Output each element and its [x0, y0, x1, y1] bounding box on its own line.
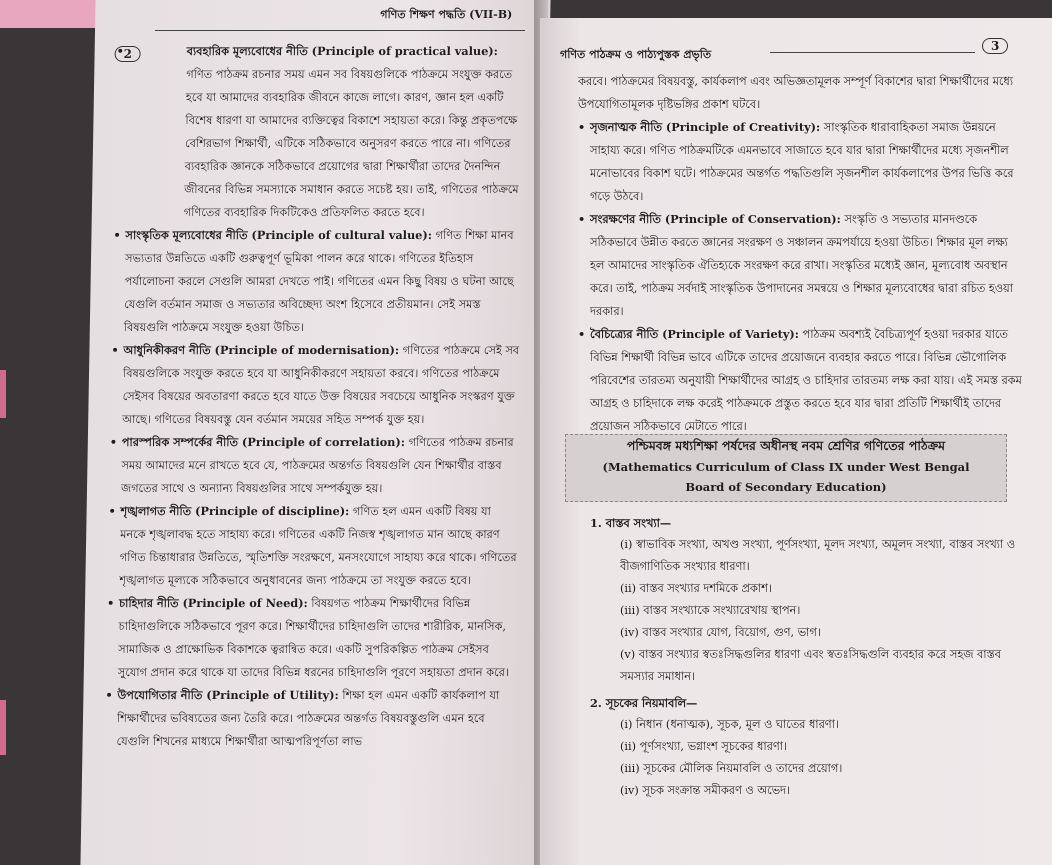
left-body	[104, 40, 526, 753]
list-item: (v) বাস্তব সংখ্যার স্বতঃসিদ্ধগুলির ধারণা এবং স্বতঃসিদ্ধগুলি ব্যবহার করে সহজ বাস্তব সমস্যার সমাধান।	[620, 648, 1001, 683]
paragraph-body: শিক্ষা হল এমন একটি কার্যকলাপ যা শিক্ষার্থীদের ভবিষ্যতের জন্য তৈরি করে। পাঠক্রমের অন্তর্গত বিষয়বস্তুগুলি এমন হবে যেগুলি শিখনের মাধ্যমে শিক্ষার্থীরা আত্মপরিপূর্ণতা লাভ	[116, 689, 500, 748]
paragraph	[578, 323, 1023, 438]
section-title: 1. বাস্তব সংখ্যা—	[590, 516, 672, 530]
section-title: 2. সূচকের নিয়মাবলি—	[590, 696, 698, 710]
page-number: 2	[114, 46, 141, 62]
list-item: (ii) পূর্ণসংখ্যা, ভগ্নাংশ সূচকের ধারণা।	[620, 740, 788, 753]
paragraph	[104, 684, 515, 753]
right-body	[578, 70, 1023, 438]
paragraph-heading: সৃজনাত্মক নীতি (Principle of Creativity):	[590, 120, 821, 134]
paragraph-heading: সাংস্কৃতিক মূল্যবোধের নীতি (Principle of cultural value):	[125, 228, 433, 242]
paragraph	[109, 431, 520, 500]
paragraph-body: সংস্কৃতি ও সভ্যতার মানদণ্ডকে সঠিকভাবে উন্নীত করতে জ্ঞানের সংরক্ষণ ও সঞ্চালন ক্রমপর্যায়ে হওয়া উচিত। শিক্ষার মূল লক্ষ্য হল আমাদের সাংস্কৃতিক ঐতিহ্যকে সংরক্ষণ করে রাখা। সংস্কৃতির মধ্যেই জ্ঞান, মূল্যবোধ অবস্থান করে। তাই, পাঠক্রম সর্বদাই সাংস্কৃতিক উপাদানের সমন্বয়ে ও শিক্ষার মূল্যবোধের দ্বারা রচিত হওয়া দরকার।	[590, 213, 1013, 318]
page-marker	[0, 370, 6, 418]
list-item: (ii) বাস্তব সংখ্যার দশমিকে প্রকাশ।	[620, 582, 772, 595]
paragraph	[578, 208, 1023, 323]
list-item: (iii) বাস্তব সংখ্যাকে সংখ্যারেখায় স্থাপন।	[620, 604, 801, 617]
paragraph-body: গণিতের পাঠক্রমে সেই সব বিষয়গুলিকে সংযুক্ত করতে হবে যা আধুনিকীকরণে সহায়তা করবে। গণিতের পাঠক্রমে সেইসব বিষয়ের অবতারণা করতে হবে যাতে উক্ত বিষয়ের সবচেয়ে আধুনিক সংস্করণ যুক্ত আছে। গণিতের বিষয়বস্তু যেন বর্তমান সময়ের সহিত সম্পর্ক যুক্ত হয়।	[122, 344, 520, 426]
section-1	[590, 512, 1030, 688]
paragraph	[114, 40, 527, 224]
paragraph	[112, 224, 524, 339]
page-number: 3	[982, 38, 1008, 54]
continuation-text: করবে। পাঠক্রমের বিষয়বস্তু, কার্যকলাপ এবং অভিজ্ঞতামূলক সম্পূর্ণ বিকাশের দ্বারা শিক্ষার্থীদের মধ্যে উপযোগিতামূলক দৃষ্টিভঙ্গির প্রকাশ ঘটবে।	[578, 75, 1014, 111]
paragraph-heading: ব্যবহারিক মূল্যবোধের নীতি (Principle of practical value):	[186, 44, 499, 58]
running-head: গণিত শিক্ষণ পদ্ধতি (VII-B)	[380, 8, 513, 21]
paragraph	[110, 339, 522, 431]
paragraph-body: পাঠক্রম অবশ্যই বৈচিত্র্যপূর্ণ হওয়া দরকার যাতে বিভিন্ন শিক্ষার্থী বিভিন্ন ভাবে এটিকে তাদের প্রয়োজনে ব্যবহার করতে পারে। বিভিন্ন ভৌগোলিক পরিবেশের তারতম্য অনুযায়ী শিক্ষার্থীদের আগ্রহ ও চাহিদার তারতম্য লক্ষ করা যায়। এই সমস্ত রকম আগ্রহ ও চাহিদাকে লক্ষ করেই পাঠক্রমকে প্রস্তুত করতে হবে যার দ্বারা প্রতিটি শিক্ষার্থীই তাদের প্রয়োজন সঠিকভাবে মেটাতে পারে।	[590, 328, 1022, 433]
paragraph-body: গণিত হল এমন একটি বিষয় যা মনকে শৃঙ্খলাবদ্ধ হতে সাহায্য করে। গণিতের একটি নিজস্ব শৃঙ্খলাগত মান আছে কারণ গণিত চিন্তাধারার উন্নতিতে, স্মৃতিশক্তি সংরক্ষণে, মনসংযোগে সাহায্য করে থাকে। গণিতের শৃঙ্খলাগত মূল্যকে সঠিকভাবে অনুধাবনের জন্য পাঠক্রমে তা সংযুক্ত করতে হবে।	[119, 505, 517, 587]
curriculum-title-box	[565, 434, 1007, 502]
left-page	[80, 0, 550, 865]
paragraph-body: বিষয়গত পাঠক্রম শিক্ষার্থীদের বিভিন্ন চাহিদাগুলিকে সঠিকভাবে পূরণ করে। শিক্ষার্থীদের চাহিদাগুলি তাদের শারীরিক, মানসিক, সামাজিক ও প্রাক্ষোভিক বিকাশকে ত্বরান্বিত করে। একটি সুপরিকল্পিত পাঠক্রম সেইসব সুযোগ প্রদান করে থাকে যা তাদের বিভিন্ন ধরনের চাহিদাগুলি পূরণে সহায়তা প্রদান করে।	[117, 597, 510, 679]
paragraph-heading: পারস্পরিক সম্পর্কের নীতি (Principle of correlation):	[121, 435, 406, 449]
paragraph-body: গণিতের পাঠক্রম রচনার সময় আমাদের মনে রাখতে হবে যে, পাঠক্রমের অন্তর্গত বিষয়গুলি যেন শিক্ষার্থীর বাস্তব জগতের সাথে ও অন্যান্য বিষয়গুলির সাথে সম্পর্কযুক্ত হয়।	[120, 436, 514, 495]
paragraph-heading: শৃঙ্খলাগত নীতি (Principle of discipline):	[120, 504, 350, 518]
box-title-english-line1: (Mathematics Curriculum of Class IX under West Bengal	[602, 460, 970, 474]
box-title-english-line2: Board of Secondary Education)	[685, 480, 887, 494]
header-rule	[155, 30, 525, 31]
section-2	[590, 692, 1030, 802]
page-marker	[0, 700, 6, 755]
paragraph-heading: বৈচিত্র্যের নীতি (Principle of Variety):	[590, 327, 799, 341]
list-item: (iii) সূচকের মৌলিক নিয়মাবলি ও তাদের প্রয়োগ।	[620, 762, 843, 775]
paragraph-heading: আধুনিকীকরণ নীতি (Principle of modernisation):	[123, 343, 400, 357]
running-head: গণিত পাঠক্রম ও পাঠ্যপুস্তক প্রভৃতি	[560, 48, 712, 61]
list-item: (i) স্বাভাবিক সংখ্যা, অখণ্ড সংখ্যা, পূর্ণসংখ্যা, মূলদ সংখ্যা, অমূলদ সংখ্যা, বাস্তব সংখ্যা ও বীজগাণিতিক সংখ্যার ধারণা।	[620, 538, 1016, 573]
paragraph	[578, 116, 1023, 208]
paragraph-heading: চাহিদার নীতি (Principle of Need):	[118, 596, 308, 610]
paragraph-body: গণিত পাঠক্রম রচনার সময় এমন সব বিষয়গুলিকে পাঠক্রমে সংযুক্ত করতে হবে যা আমাদের ব্যবহারিক জীবনে কাজে লাগে। কারণ, জ্ঞান হল একটি বিশেষ ধারণা যা আমাদের ব্যক্তিত্বের বিকাশে সহায়তা করে। কিন্তু প্রকৃতপক্ষে বেশিরভাগ শিক্ষার্থী, এটিকে সঠিকভাবে অনুসরণ করতে পারে না। গণিতের ব্যবহারিক জ্ঞানকে সঠিকভাবে প্রয়োগের দ্বারা শিক্ষার্থীরা তাদের দৈনন্দিন জীবনের বিভিন্ন সমস্যাকে সমাধান করতে সচেষ্ট হয়। তাই, গণিতের পাঠক্রমে গণিতের ব্যবহারিক দিকটিকেও প্রতিফলিত করতে হবে।	[183, 68, 519, 219]
list-item: (iv) বাস্তব সংখ্যার যোগ, বিয়োগ, গুণ, ভাগ।	[620, 626, 821, 639]
paragraph	[106, 592, 518, 684]
paragraph-body: গণিত শিক্ষা মানব সভ্যতার উন্নতিতে একটি গুরুত্বপূর্ণ ভূমিকা পালন করে থাকে। গণিতের ইতিহাস পর্যালোচনা করলে সেগুলি আমরা দেখতে পাই। গণিতের এমন কিছু বিষয় ও ঘটনা আছে যেগুলি বর্তমান সমাজ ও সভ্যতার অবিচ্ছেদ্য অংশ হিসেবে প্রতীয়মান। সেই সমস্ত বিষয়গুলি পাঠক্রমে সংযুক্ত হওয়া উচিত।	[123, 229, 514, 334]
box-title-bengali: পশ্চিমবঙ্গ মধ্যশিক্ষা পর্ষদের অধীনস্থ নবম শ্রেণির গণিতের পাঠক্রম	[626, 438, 946, 453]
header-rule	[770, 52, 975, 53]
paragraph-body: সাংস্কৃতিক ধারাবাহিকতা সমাজ উন্নয়নে সাহায্য করে। গণিত পাঠক্রমটিকে এমনভাবে সাজাতে হবে যার দ্বারা শিক্ষার্থীদের মধ্যে সৃজনশীল মনোভাবের বিকাশ ঘটে। পাঠক্রমের অন্তর্গত পদ্ধতিগুলি সৃজনশীল কার্যকলাপের উপর ভিত্তি করে গড়ে উঠবে।	[590, 121, 1014, 203]
paragraph-heading: উপযোগিতার নীতি (Principle of Utility):	[117, 688, 339, 702]
list-item: (i) নিধান (ধনাত্মক), সূচক, মূল ও ঘাতের ধারণা।	[620, 718, 839, 731]
list-item: (iv) সূচক সংক্রান্ত সমীকরণ ও অভেদ।	[620, 784, 791, 797]
paragraph	[107, 500, 519, 592]
paragraph-heading: সংরক্ষণের নীতি (Principle of Conservation):	[590, 212, 841, 226]
